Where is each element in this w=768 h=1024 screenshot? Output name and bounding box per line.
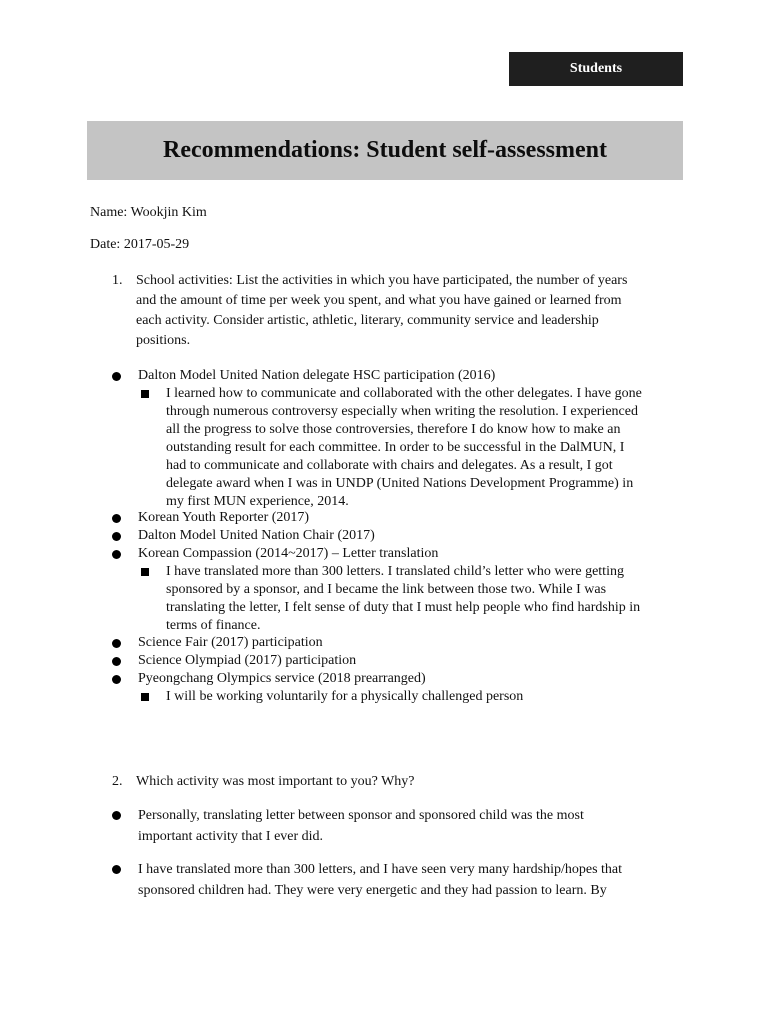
title-banner	[87, 121, 683, 180]
bullet-icon	[112, 372, 121, 381]
page-title: Recommendations: Student self-assessment	[163, 137, 607, 163]
detail-line: I have translated more than 300 letters. I translated child’s letter who were getting	[166, 564, 624, 579]
answer-line: important activity that I ever did.	[138, 829, 324, 844]
bullet-icon	[112, 865, 121, 874]
detail-line: my first MUN experience, 2014.	[166, 494, 349, 509]
square-bullet-icon	[141, 568, 149, 576]
question-line: each activity. Consider artistic, athletic, literary, community service and leadership	[136, 313, 599, 328]
date-line: Date: 2017-05-29	[90, 237, 190, 252]
square-bullet-icon	[141, 390, 149, 398]
activity-text: Science Olympiad (2017) participation	[138, 653, 357, 668]
detail-line: translating the letter, I felt sense of duty that I must help people who find hardship in	[166, 600, 641, 615]
bullet-icon	[112, 657, 121, 666]
detail-line: had to communicate and collaborate with chairs and delegates. As a result, I got	[166, 458, 613, 473]
activity-text: Dalton Model United Nation delegate HSC participation (2016)	[138, 368, 496, 383]
question-text: Which activity was most important to you? Why?	[136, 774, 415, 789]
question-number: 1.	[112, 273, 123, 288]
detail-line: outstanding result for each committee. In order to be successful in the DalMUN, I	[166, 440, 625, 455]
activity-text: Korean Youth Reporter (2017)	[138, 510, 310, 525]
bullet-icon	[112, 639, 121, 648]
square-bullet-icon	[141, 693, 149, 701]
answer-line: sponsored children had. They were very energetic and they had passion to learn. By	[138, 883, 607, 898]
activity-text: Science Fair (2017) participation	[138, 635, 323, 650]
question-line: and the amount of time per week you spent, and what you have gained or learned from	[136, 293, 622, 308]
bullet-icon	[112, 811, 121, 820]
students-badge: Students	[509, 52, 683, 86]
detail-line: I learned how to communicate and collaborated with the other delegates. I have gone	[166, 386, 642, 401]
activity-text: Korean Compassion (2014~2017) – Letter translation	[138, 546, 439, 561]
activity-text: Pyeongchang Olympics service (2018 prearranged)	[138, 671, 426, 686]
bullet-icon	[112, 550, 121, 559]
detail-line: I will be working voluntarily for a physically challenged person	[166, 689, 524, 704]
question-line: School activities: List the activities in which you have participated, the number of years	[136, 273, 628, 288]
bullet-icon	[112, 514, 121, 523]
answer-line: I have translated more than 300 letters, and I have seen very many hardship/hopes that	[138, 862, 623, 877]
bullet-icon	[112, 675, 121, 684]
detail-line: sponsored by a sponsor, and I became the link between those two. While I was	[166, 582, 607, 597]
name-line: Name: Wookjin Kim	[90, 205, 207, 220]
detail-line: delegate award when I was in UNDP (United Nations Development Programme) in	[166, 476, 634, 491]
detail-line: all the progress to solve those controversies, therefore I do know how to make an	[166, 422, 621, 437]
question-line: positions.	[136, 333, 191, 348]
answer-line: Personally, translating letter between sponsor and sponsored child was the most	[138, 808, 584, 823]
question-number: 2.	[112, 774, 123, 789]
bullet-icon	[112, 532, 121, 541]
detail-line: through numerous controversy especially when writing the resolution. I experienced	[166, 404, 638, 419]
activity-text: Dalton Model United Nation Chair (2017)	[138, 528, 375, 543]
detail-line: terms of finance.	[166, 618, 261, 633]
